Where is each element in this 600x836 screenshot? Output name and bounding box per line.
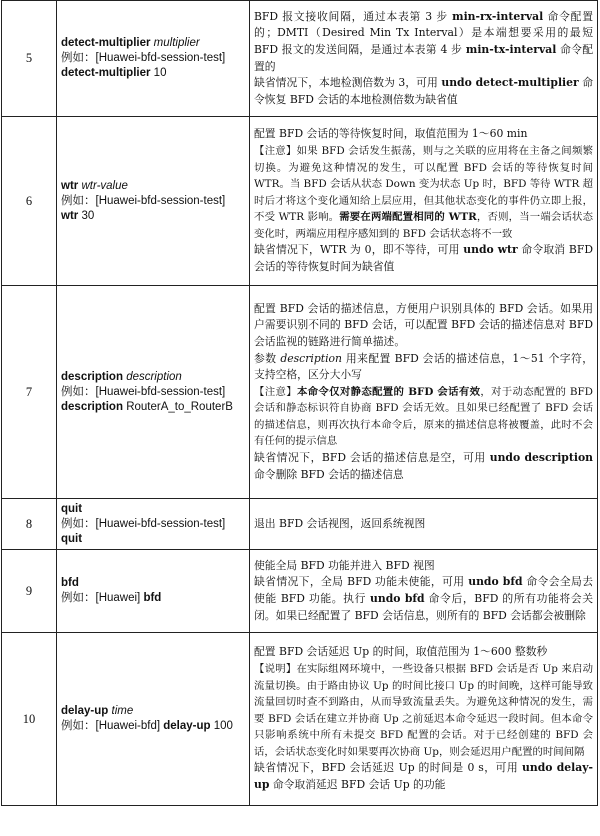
command-argument: description — [126, 370, 182, 383]
command-keyword: wtr — [61, 179, 79, 192]
desc-text: 参数 — [254, 351, 277, 365]
step-number: 5 — [2, 1, 57, 117]
example-value: 100 — [213, 720, 233, 732]
desc-text: 配置 BFD 会话的描述信息，方便用户识别具体的 BFD 会话。如果用户需要识别不同的 BFD 会话，可以配置 BFD 会话的描述信息对 BFD 会话监视的链路进行简单描述。 — [254, 301, 593, 348]
description-cell — [250, 633, 598, 806]
desc-keyword: undo bfd — [370, 592, 425, 605]
desc-text: 命令后，BFD 的所有功能将会关闭。如果已经配置了 BFD 会话信息，则所有的 BFD 会话都会被删除 — [254, 592, 594, 622]
desc-text: 用来配置 BFD 会话的描述信息，1～51 个字符，支持空格，区分大小写 — [254, 351, 594, 382]
example-keyword: bfd — [143, 592, 162, 604]
example-view: [Huawei] — [95, 592, 141, 604]
example-view: [Huawei-bfd-session-test] — [95, 517, 226, 530]
example-prefix: 例如： — [61, 720, 96, 732]
table-row — [2, 550, 598, 633]
note-highlight: 需要在两端配置相同的 WTR — [339, 211, 477, 224]
command-table — [1, 0, 598, 806]
example-prefix: 例如： — [61, 385, 96, 398]
table-row — [2, 499, 598, 550]
desc-text: 使能全局 BFD 功能并进入 BFD 视图 — [254, 558, 435, 572]
example-value: 10 — [153, 67, 167, 79]
description-cell — [250, 1, 598, 117]
desc-text: 命令配置的 — [254, 42, 594, 73]
command-cell — [57, 499, 250, 550]
example-view: [Huawei-bfd-session-test] — [95, 385, 226, 398]
desc-text: 命令配置的；DMTI（Desired Min Tx Interval）是本端想要采用的最短 BFD 报文的发送间隔，是通过本表第 4 步 — [254, 9, 593, 56]
note-text: ，否则，当一端会话状态变化时，两端应用程序感知到的 BFD 会话状态将不一致 — [254, 211, 593, 240]
command-cell — [57, 1, 250, 117]
note-text: 【注意】如果 BFD 会话发生振荡，则与之关联的应用将在主备之间频繁切换。为避免这种情况的发生，可以配置 BFD 会话的等待恢复时间 WTR。当 BFD 会话从状态 Down 变为状态 Up 时，BFD 等待 WTR 超时后才将这个变化通知给上层应用，但其他状态变化的事件仍立即上报，不受 WTR 影响。 — [254, 144, 593, 224]
example-view: [Huawei-bfd-session-test] — [95, 52, 226, 64]
example-value: RouterA_to_RouterB — [126, 400, 233, 413]
table-row — [2, 286, 598, 499]
step-number: 8 — [2, 499, 57, 550]
note-highlight: 本命令仅对静态配置的 BFD 会话有效 — [296, 385, 481, 398]
desc-keyword: undo detect-multiplier — [441, 76, 579, 90]
desc-text: BFD 报文接收间隔，通过本表第 3 步 — [254, 9, 448, 23]
description-cell — [250, 286, 598, 499]
desc-text: 退出 BFD 会话视图，返回系统视图 — [254, 516, 426, 530]
step-number: 9 — [2, 550, 57, 633]
command-keyword: delay-up — [61, 705, 109, 717]
command-cell — [57, 633, 250, 806]
example-prefix: 例如： — [61, 52, 96, 64]
desc-text: 缺省情况下，BFD 会话的描述信息是空，可用 — [254, 451, 486, 465]
example-keyword: detect-multiplier — [61, 67, 151, 79]
note-text: 【说明】在实际组网环境中，一些设备只根据 BFD 会话是否 Up 来启动流量切换。由于路由协议 Up 的时间比接口 Up 的时间晚，这样可能导致流量回切时查不到路由，从而导致流量丢失。为避免这种情况的发生，需要 BFD 会话在建立并协商 Up 之前延迟本命令延迟一段时间。但本命令只影响系统中所有未提交 BFD 配置的会话。对于已经创建的 BFD 会话，会话状态变化时如果要再次协商 Up，则会延迟用户配置的时间间隔 — [254, 662, 593, 758]
description-cell — [250, 550, 598, 633]
desc-text: 命令恢复 BFD 会话的本地检测倍数为缺省值 — [254, 76, 593, 106]
desc-keyword: undo bfd — [468, 575, 523, 589]
desc-text: 命令取消 BFD 会话的等待恢复时间为缺省值 — [254, 243, 594, 274]
desc-text: 缺省情况下，BFD 会话延迟 Up 的时间是 0 s，可用 — [254, 761, 519, 775]
step-number: 7 — [2, 286, 57, 499]
desc-keyword: undo delay-up — [254, 761, 594, 792]
desc-text: 命令会全局去使能 BFD 功能。执行 — [254, 575, 594, 605]
command-argument: wtr-value — [81, 179, 128, 192]
example-view: [Huawei-bfd] — [95, 720, 161, 732]
desc-text: 命令取消延迟 BFD 会话 Up 的功能 — [272, 778, 446, 792]
example-keyword: wtr — [61, 209, 79, 222]
command-cell — [57, 117, 250, 286]
example-prefix: 例如： — [61, 194, 96, 207]
desc-text: 命令删除 BFD 会话的描述信息 — [254, 467, 404, 481]
example-prefix: 例如： — [61, 517, 96, 530]
description-cell — [250, 117, 598, 286]
desc-keyword: min-rx-interval — [452, 9, 544, 23]
note-text: 【注意】 — [254, 385, 297, 398]
desc-text: 缺省情况下，全局 BFD 功能未使能，可用 — [254, 575, 465, 589]
command-keyword: description — [61, 370, 123, 383]
example-keyword: quit — [61, 532, 83, 545]
desc-text: 配置 BFD 会话延迟 Up 的时间，取值范围为 1～600 整数秒 — [254, 645, 548, 659]
command-keyword: detect-multiplier — [61, 37, 151, 49]
table-row — [2, 117, 598, 286]
table-row — [2, 633, 598, 806]
example-value: 30 — [81, 209, 95, 222]
command-argument: time — [111, 705, 134, 717]
command-cell — [57, 550, 250, 633]
desc-argument: description — [280, 351, 342, 365]
desc-text: 缺省情况下，本地检测倍数为 3，可用 — [254, 76, 438, 90]
command-cell — [57, 286, 250, 499]
table-row — [2, 1, 598, 117]
desc-keyword: undo description — [489, 451, 593, 465]
example-keyword: delay-up — [163, 720, 211, 732]
desc-text: 配置 BFD 会话的等待恢复时间，取值范围为 1～60 min — [254, 127, 528, 141]
command-argument: multiplier — [153, 37, 200, 49]
command-keyword: quit — [61, 502, 83, 515]
example-keyword: description — [61, 400, 123, 413]
step-number: 6 — [2, 117, 57, 286]
step-number: 10 — [2, 633, 57, 806]
desc-text: 缺省情况下，WTR 为 0，即不等待，可用 — [254, 243, 460, 257]
desc-keyword: min-tx-interval — [465, 42, 557, 56]
note-text: ，对于动态配置的 BFD 会话和静态标识符自协商 BFD 会话无效。且如果已经配置了 BFD 会话的描述信息，则再次执行本命令后，原来的描述信息将被覆盖，此时不会有任何的提示信息 — [254, 385, 594, 448]
example-view: [Huawei-bfd-session-test] — [95, 194, 226, 207]
desc-keyword: undo wtr — [463, 243, 518, 257]
command-keyword: bfd — [61, 577, 79, 589]
example-prefix: 例如： — [61, 592, 96, 604]
description-cell — [250, 499, 598, 550]
